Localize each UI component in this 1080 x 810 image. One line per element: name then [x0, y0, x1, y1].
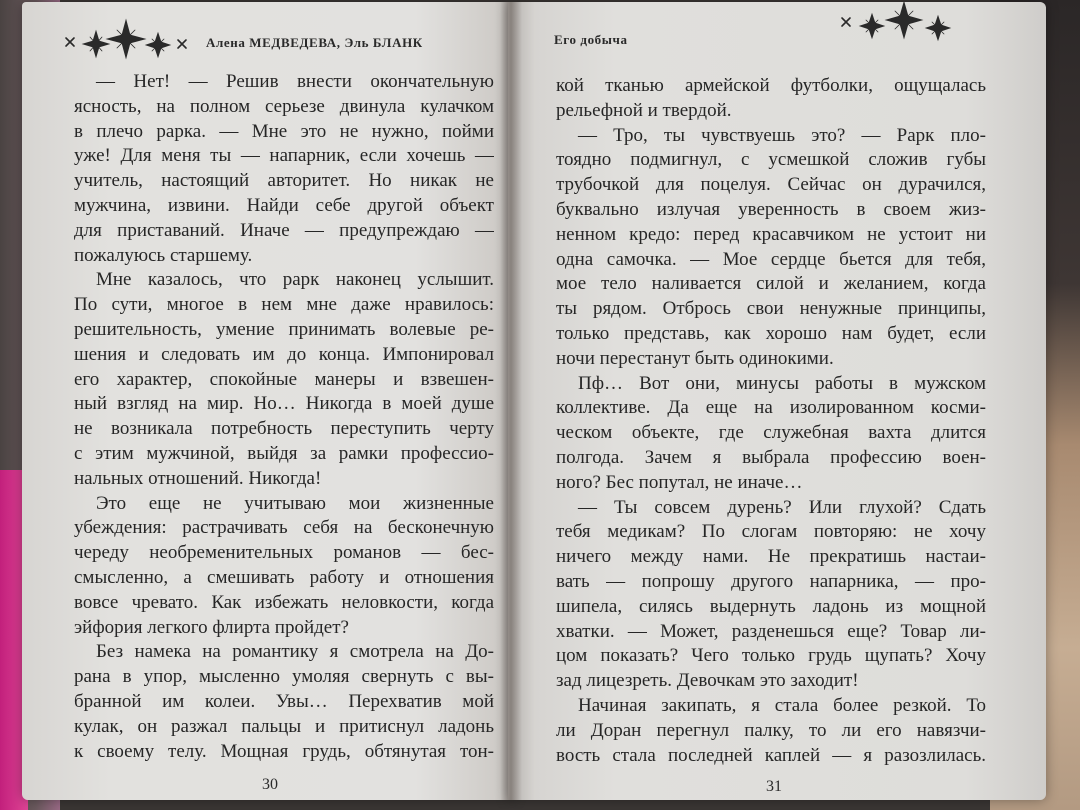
text-line: зад лицезреть. Девочкам это заходит!	[556, 670, 859, 692]
text-line: учитель, настоящий авторитет. Но никак не	[74, 170, 494, 192]
text-line: смысленно, а смешивать работу и отношения	[74, 566, 494, 588]
text-line: — Ты совсем дурень? Или глухой? Сдать	[578, 496, 986, 518]
text-line: тебя медикам? По слогам повторяю: не хочу	[556, 521, 986, 543]
text-line: мужчина, извини. Найди себе другой объект	[74, 194, 494, 216]
text-line: полгода. Зачем я выбрала профессию воен-	[556, 446, 986, 468]
text-line: ясность, на полном серьезе двинула кулачком	[74, 95, 494, 117]
text-line: шипела, силясь выдернуть ладонь из мощной	[556, 595, 986, 617]
text-line: не возникала потребность переступить черту	[74, 418, 494, 440]
text-line: По сути, многое в нем мне даже нравилось:	[74, 294, 494, 316]
text-line: одна самочка. — Мое сердце бьется для тебя,	[556, 248, 986, 270]
text-line: ночи перестанут быть одинокими.	[556, 347, 834, 369]
text-line: кулак, он разжал пальцы и притиснул ладонь	[74, 715, 494, 737]
text-line: трубочкой для поцелуя. Сейчас он дурачился,	[556, 174, 986, 196]
text-line: буквально излучая уверенность в своем жиз-	[556, 198, 986, 220]
text-line: убеждения: растрачивать себя на бесконечную	[74, 517, 494, 539]
text-line: вость стала последней каплей — я разозлилась.	[556, 744, 986, 766]
left-page-text	[74, 70, 494, 764]
book-gutter	[500, 2, 522, 800]
text-line: кой тканью армейской футболки, ощущалась	[556, 75, 986, 96]
text-line: ческом объекте, где служебная вахта длится	[556, 422, 986, 444]
text-line: шения и следовать им до конца. Импонировал	[74, 343, 494, 365]
text-line: ли Доран перегнул палку, то ли его навязчи-	[556, 719, 986, 741]
text-line: Пф… Вот они, минусы работы в мужском	[578, 372, 986, 394]
text-line: в плечо рарка. — Мне это не нужно, пойми	[74, 120, 494, 142]
text-line: хватки. — Может, разденешься еще? Товар ли-	[556, 620, 986, 642]
text-line: для приставаний. Иначе — предупреждаю —	[74, 219, 494, 241]
left-page	[22, 2, 514, 800]
right-page	[508, 2, 1046, 800]
text-line: вать — попрошу другого напарника, — про-	[556, 570, 986, 592]
running-head-left: Алена МЕДВЕДЕВА, Эль БЛАНК	[206, 35, 423, 50]
text-line: Мне казалось, что рарк наконец услышит.	[96, 269, 494, 291]
text-line: нальных отношений. Никогда!	[74, 467, 322, 489]
running-head-right: Его добыча	[554, 32, 628, 47]
text-line: ненном кредо: перед красавчиком не устоит ни	[556, 223, 986, 245]
text-line: Без намека на романтику я смотрела на До-	[96, 641, 494, 663]
text-line: только представь, как хорошо нам будет, если	[556, 322, 986, 344]
sparkle-stars-icon	[62, 18, 222, 64]
text-line: коллективе. Да еще на изолированном косми-	[556, 397, 986, 419]
text-line: ного? Бес попутал, не иначе…	[556, 471, 803, 493]
text-line: рельефной и твердой.	[556, 99, 732, 121]
text-line: пожалуюсь старшему.	[74, 244, 253, 266]
text-line: Это еще не учитываю мои жизненные	[96, 492, 494, 514]
text-line: Начиная закипать, я стала более резкой. То	[578, 694, 986, 716]
text-line: — Нет! — Решив внести окончательную	[96, 71, 494, 92]
text-line: решительность, умение принимать волевые ре-	[74, 318, 494, 340]
text-line: череду необременительных романов — бес-	[74, 542, 494, 564]
page-number-left: 30	[262, 776, 278, 793]
page-number-right: 31	[766, 778, 782, 795]
text-line: тоядно подмигнул, с усмешкой сложив губы	[556, 149, 986, 171]
text-line: с этим мужчиной, выйдя за рамки профессио-	[74, 442, 494, 464]
right-page-text	[556, 74, 986, 768]
text-line: ный взгляд на мир. Но… Никогда в моей душе	[74, 393, 494, 415]
text-line: цом показать? Чего только грудь щупать? Хочу	[556, 645, 986, 667]
sparkle-stars-icon	[838, 2, 968, 48]
text-line: рана в упор, мысленно умоляя свернуть с вы-	[74, 666, 494, 688]
text-line: ничего между нами. Не прекратишь настаи-	[556, 546, 986, 568]
text-line: вовсе чревато. Как избежать неловкости, когда	[74, 591, 494, 613]
text-line: эйфория легкого флирта пройдет?	[74, 616, 349, 638]
text-line: бранной им колеи. Увы… Перехватив мой	[74, 690, 494, 712]
text-line: его характер, спокойные манеры и взвешен-	[74, 368, 494, 390]
text-line: — Тро, ты чувствуешь это? — Рарк пло-	[578, 124, 986, 146]
text-line: к своему телу. Мощная грудь, обтянутая тон-	[74, 740, 494, 762]
text-line: мое тело наливается силой и желанием, когда	[556, 273, 986, 295]
text-line: ты рядом. Отбрось свои ненужные принципы,	[556, 298, 986, 320]
text-line: уже! Для меня ты — напарник, если хочешь —	[74, 145, 494, 167]
